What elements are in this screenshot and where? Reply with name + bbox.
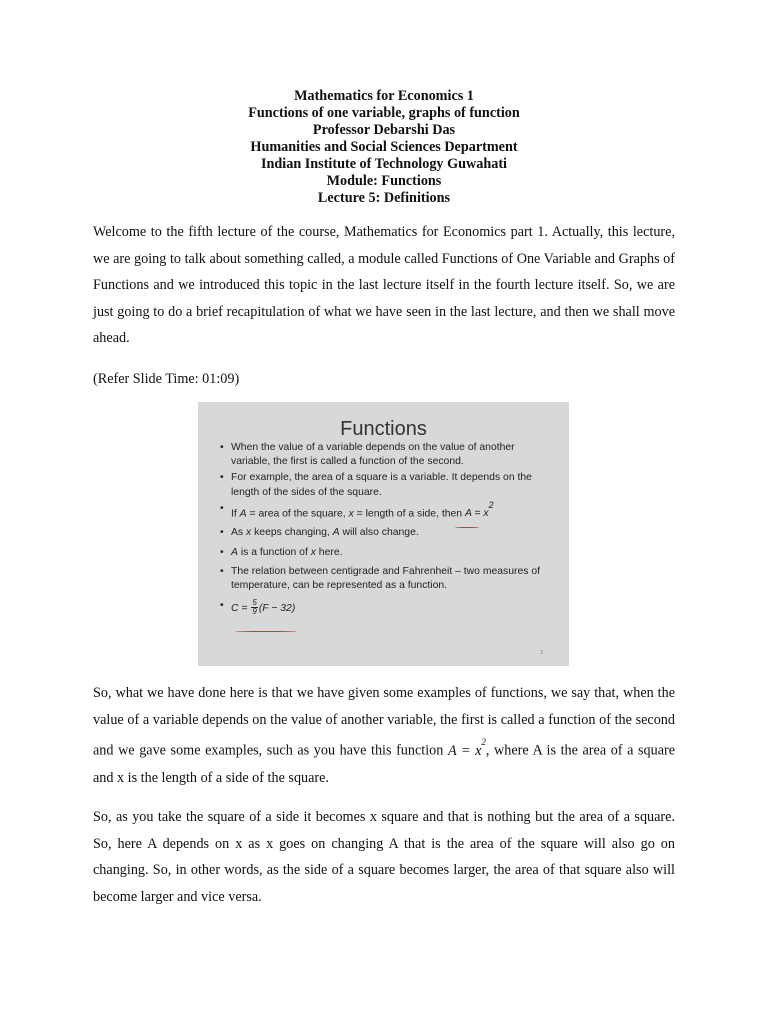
formula-exponent: 2 xyxy=(481,737,486,748)
formula-lhs: C = xyxy=(231,602,251,614)
slide-text: will also change. xyxy=(339,527,419,539)
slide-text: If xyxy=(231,508,240,520)
topic-title: Functions of one variable, graphs of function xyxy=(248,105,520,121)
formula-text: A = x xyxy=(464,508,489,520)
lecture-slide-image xyxy=(198,402,569,666)
intro-paragraph: Welcome to the fifth lecture of the course, Mathematics for Economics part 1. Actually, this lecture, we are going to talk about something called, a module called Functions of One Variable and Graphs of Functions and we introduced this topic in the last lecture itself in the fourth lecture itself. So, we are just going to do a brief recapitulation of what we have seen in the last lecture, and then we shall move ahead. xyxy=(93,224,675,347)
slide-bullet-text: For example, the area of a square is a variable. It depends on the length of the sides of the square. xyxy=(231,472,532,498)
var-a: A xyxy=(239,508,247,520)
paragraph-text: So, what we have done here is that we have given some examples of functions, we say that, when the value of a variable depends on the value of another variable, the first is called a function of the second and we gave some examples, such as you have this function xyxy=(93,685,675,759)
slide-time-reference: (Refer Slide Time: 01:09) xyxy=(93,371,240,387)
slide-bullet-list xyxy=(220,441,555,621)
slide-text: here. xyxy=(315,546,343,558)
formula-rhs: (F − 32) xyxy=(258,602,296,614)
formula-exponent: 2 xyxy=(488,499,494,510)
course-title: Mathematics for Economics 1 xyxy=(294,88,474,104)
fraction-denominator: 9 xyxy=(252,607,257,617)
slide-text: = length of a side, then xyxy=(353,508,465,520)
slide-bullet xyxy=(220,441,555,469)
red-underline-temperature-formula xyxy=(235,631,297,632)
slide-text: = area of the square, xyxy=(246,508,349,520)
slide-text: As xyxy=(231,527,247,539)
slide-bullet-text: The relation between centigrade and Fahrenheit – two measures of temperature, can be represented as a function. xyxy=(231,565,541,592)
slide-bullet-text: When the value of a variable depends on the value of another variable, the first is called a function of the second. xyxy=(231,442,515,468)
functions-explanation-paragraph xyxy=(93,680,675,791)
slide-bullet xyxy=(220,471,555,499)
formula-text: A = x xyxy=(447,742,482,759)
slide-title: Functions xyxy=(340,418,427,440)
fraction xyxy=(251,599,257,616)
slide-bullet xyxy=(220,599,555,616)
lecture-title: Lecture 5: Definitions xyxy=(317,190,451,206)
slide-text: keeps changing, xyxy=(251,527,333,539)
slide-page-number: 2 xyxy=(540,650,543,656)
slide-bullet xyxy=(220,526,555,540)
slide-temperature-formula xyxy=(231,598,296,617)
lecture-header xyxy=(0,88,768,207)
slide-area-formula xyxy=(464,499,494,520)
slide-bullet xyxy=(220,546,555,560)
slide-text: is a function of xyxy=(237,546,311,558)
red-underline-area-formula xyxy=(455,527,479,528)
var-a: A xyxy=(332,527,340,539)
var-x: x xyxy=(310,546,316,558)
var-x: x xyxy=(348,508,354,520)
area-formula xyxy=(447,737,486,759)
module-name: Module: Functions xyxy=(326,173,442,189)
professor-name: Professor Debarshi Das xyxy=(312,122,456,138)
square-area-paragraph: So, as you take the square of a side it becomes x square and that is nothing but the area of a square. So, here A depends on x as x goes on changing A that is the area of the square will also go on changing. So, in other words, as the side of a square becomes larger, the area of that square also will become larger and vice versa. xyxy=(93,809,675,905)
paragraph-text: , where A is the area of a square and x is the length of a side of the square. xyxy=(93,742,676,786)
fraction-numerator: 5 xyxy=(252,598,257,608)
var-a: A xyxy=(231,546,238,558)
slide-bullet xyxy=(220,565,555,593)
slide-bullet xyxy=(220,499,555,522)
var-x: x xyxy=(246,527,252,539)
department-name: Humanities and Social Sciences Department xyxy=(250,139,518,155)
institute-name: Indian Institute of Technology Guwahati xyxy=(261,156,507,172)
